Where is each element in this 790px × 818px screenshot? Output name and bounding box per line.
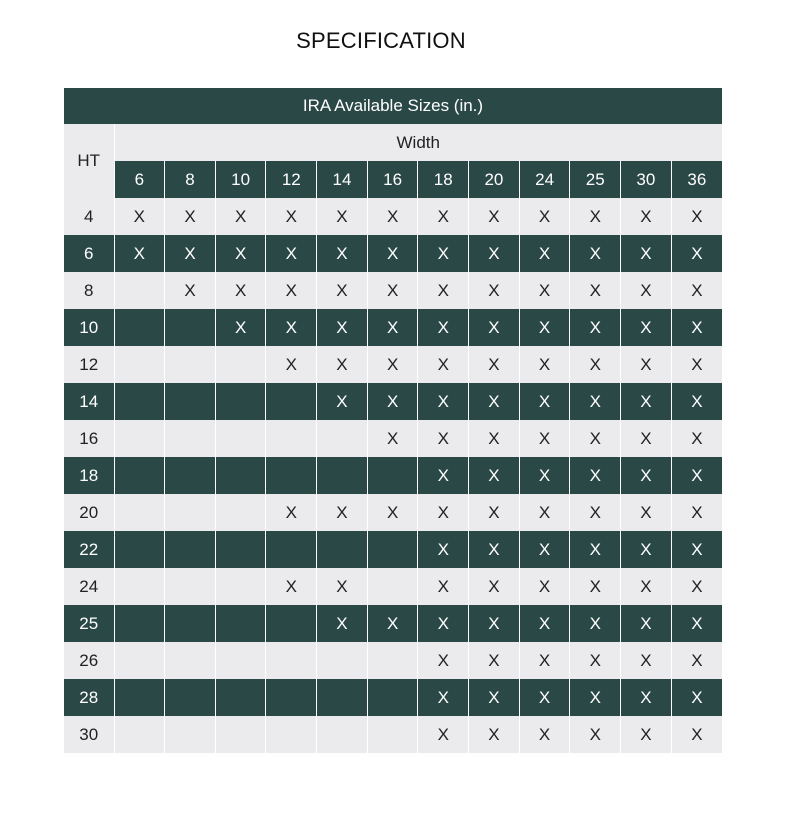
availability-cell: X: [266, 272, 317, 309]
availability-cell: [215, 605, 266, 642]
availability-cell: [367, 716, 418, 753]
availability-cell: [114, 568, 165, 605]
availability-cell: X: [266, 346, 317, 383]
availability-cell: X: [418, 531, 469, 568]
availability-cell: X: [519, 272, 570, 309]
availability-cell: [266, 679, 317, 716]
availability-cell: X: [570, 457, 621, 494]
availability-cell: X: [266, 494, 317, 531]
ht-value-cell: 14: [64, 383, 114, 420]
availability-cell: X: [621, 642, 672, 679]
availability-cell: X: [671, 346, 722, 383]
availability-cell: X: [671, 568, 722, 605]
availability-cell: [367, 531, 418, 568]
availability-cell: [165, 383, 216, 420]
availability-cell: X: [671, 309, 722, 346]
availability-cell: X: [671, 642, 722, 679]
availability-cell: [266, 605, 317, 642]
availability-cell: X: [519, 457, 570, 494]
availability-cell: X: [671, 716, 722, 753]
table-row: [64, 457, 722, 494]
availability-cell: [114, 679, 165, 716]
availability-cell: X: [671, 383, 722, 420]
ht-value-cell: 20: [64, 494, 114, 531]
availability-cell: X: [317, 198, 368, 235]
availability-cell: X: [621, 457, 672, 494]
availability-cell: [114, 346, 165, 383]
ht-value-cell: 25: [64, 605, 114, 642]
availability-cell: X: [317, 272, 368, 309]
availability-cell: X: [317, 309, 368, 346]
availability-cell: [215, 716, 266, 753]
table-row: [64, 420, 722, 457]
availability-cell: X: [570, 605, 621, 642]
availability-cell: X: [418, 457, 469, 494]
availability-cell: X: [621, 198, 672, 235]
availability-cell: [165, 531, 216, 568]
availability-cell: X: [519, 679, 570, 716]
availability-cell: X: [519, 716, 570, 753]
width-header-cell: 36: [671, 161, 722, 198]
availability-cell: X: [114, 198, 165, 235]
availability-cell: [317, 457, 368, 494]
availability-cell: X: [317, 605, 368, 642]
availability-cell: [266, 420, 317, 457]
availability-cell: X: [519, 198, 570, 235]
availability-cell: X: [367, 383, 418, 420]
ht-value-cell: 10: [64, 309, 114, 346]
availability-cell: X: [570, 420, 621, 457]
availability-cell: X: [469, 605, 520, 642]
availability-cell: X: [621, 716, 672, 753]
availability-cell: X: [671, 679, 722, 716]
width-header-cell: 16: [367, 161, 418, 198]
ht-column-header: HT: [64, 124, 114, 198]
availability-cell: X: [317, 383, 368, 420]
availability-cell: X: [570, 568, 621, 605]
availability-cell: X: [317, 346, 368, 383]
availability-cell: [114, 716, 165, 753]
availability-cell: X: [570, 642, 621, 679]
availability-cell: X: [215, 235, 266, 272]
table-row: [64, 346, 722, 383]
availability-cell: X: [266, 198, 317, 235]
ht-value-cell: 8: [64, 272, 114, 309]
availability-cell: X: [621, 346, 672, 383]
table-row: [64, 605, 722, 642]
table-row: [64, 383, 722, 420]
availability-cell: X: [165, 235, 216, 272]
ht-value-cell: 28: [64, 679, 114, 716]
availability-cell: X: [469, 679, 520, 716]
availability-cell: [114, 272, 165, 309]
width-header-row: [64, 161, 722, 198]
width-header-cell: 14: [317, 161, 368, 198]
ht-value-cell: 16: [64, 420, 114, 457]
availability-cell: [317, 679, 368, 716]
ht-value-cell: 22: [64, 531, 114, 568]
availability-cell: X: [519, 383, 570, 420]
availability-cell: [114, 494, 165, 531]
availability-cell: X: [418, 568, 469, 605]
availability-cell: X: [519, 346, 570, 383]
availability-cell: X: [367, 420, 418, 457]
availability-cell: X: [621, 309, 672, 346]
width-header-cell: 8: [165, 161, 216, 198]
availability-cell: X: [671, 494, 722, 531]
availability-cell: [215, 494, 266, 531]
availability-cell: [165, 679, 216, 716]
availability-cell: X: [570, 716, 621, 753]
availability-cell: X: [215, 198, 266, 235]
availability-cell: X: [469, 494, 520, 531]
table-row: [64, 568, 722, 605]
availability-cell: X: [519, 309, 570, 346]
availability-cell: X: [570, 272, 621, 309]
availability-cell: X: [418, 494, 469, 531]
width-header-cell: 10: [215, 161, 266, 198]
availability-cell: [114, 642, 165, 679]
availability-cell: X: [469, 198, 520, 235]
availability-cell: X: [519, 605, 570, 642]
availability-cell: X: [469, 272, 520, 309]
availability-cell: [165, 605, 216, 642]
availability-cell: X: [114, 235, 165, 272]
table-row: [64, 494, 722, 531]
availability-cell: X: [469, 531, 520, 568]
availability-cell: X: [418, 605, 469, 642]
availability-cell: X: [266, 235, 317, 272]
availability-cell: X: [570, 383, 621, 420]
availability-cell: X: [418, 272, 469, 309]
availability-cell: [266, 531, 317, 568]
availability-cell: [165, 494, 216, 531]
availability-cell: X: [671, 235, 722, 272]
availability-cell: X: [367, 346, 418, 383]
availability-cell: X: [519, 235, 570, 272]
table-row: [64, 272, 722, 309]
table-body: [64, 198, 722, 753]
table-row: [64, 679, 722, 716]
availability-cell: X: [621, 235, 672, 272]
ht-value-cell: 30: [64, 716, 114, 753]
availability-cell: [165, 309, 216, 346]
availability-cell: X: [367, 309, 418, 346]
availability-cell: [114, 383, 165, 420]
availability-cell: [215, 346, 266, 383]
availability-cell: X: [317, 568, 368, 605]
availability-cell: [165, 420, 216, 457]
availability-cell: X: [519, 494, 570, 531]
availability-cell: X: [469, 346, 520, 383]
availability-cell: X: [418, 309, 469, 346]
availability-cell: [165, 716, 216, 753]
availability-cell: [367, 568, 418, 605]
availability-cell: [114, 457, 165, 494]
availability-cell: X: [621, 531, 672, 568]
table-row: [64, 642, 722, 679]
availability-cell: [215, 457, 266, 494]
table-row: [64, 531, 722, 568]
width-header-cell: 30: [621, 161, 672, 198]
table-caption: IRA Available Sizes (in.): [64, 88, 722, 124]
availability-cell: X: [367, 272, 418, 309]
availability-cell: X: [621, 605, 672, 642]
availability-cell: X: [215, 309, 266, 346]
availability-cell: X: [418, 198, 469, 235]
ht-value-cell: 24: [64, 568, 114, 605]
availability-cell: [165, 457, 216, 494]
availability-cell: X: [418, 235, 469, 272]
availability-cell: X: [215, 272, 266, 309]
availability-cell: [317, 642, 368, 679]
availability-cell: X: [418, 679, 469, 716]
availability-cell: X: [418, 346, 469, 383]
availability-cell: [215, 568, 266, 605]
width-header-cell: 6: [114, 161, 165, 198]
availability-cell: [317, 420, 368, 457]
availability-cell: X: [519, 531, 570, 568]
width-header-cell: 12: [266, 161, 317, 198]
availability-cell: X: [469, 716, 520, 753]
availability-cell: [165, 642, 216, 679]
availability-cell: X: [469, 309, 520, 346]
availability-cell: X: [367, 605, 418, 642]
availability-cell: X: [671, 605, 722, 642]
width-header-cell: 24: [519, 161, 570, 198]
availability-cell: X: [469, 642, 520, 679]
availability-cell: X: [469, 420, 520, 457]
availability-cell: [215, 531, 266, 568]
availability-cell: X: [519, 642, 570, 679]
availability-cell: X: [570, 494, 621, 531]
availability-cell: [215, 420, 266, 457]
availability-cell: [266, 457, 317, 494]
availability-cell: X: [317, 494, 368, 531]
table-row: [64, 309, 722, 346]
availability-cell: [317, 531, 368, 568]
ht-value-cell: 6: [64, 235, 114, 272]
availability-cell: X: [621, 383, 672, 420]
table-row: [64, 716, 722, 753]
availability-cell: [215, 642, 266, 679]
availability-cell: X: [266, 309, 317, 346]
availability-cell: X: [367, 494, 418, 531]
availability-cell: X: [266, 568, 317, 605]
availability-cell: X: [621, 494, 672, 531]
availability-cell: [114, 531, 165, 568]
availability-cell: X: [671, 198, 722, 235]
availability-cell: X: [671, 531, 722, 568]
availability-cell: X: [621, 420, 672, 457]
availability-cell: [317, 716, 368, 753]
availability-cell: X: [671, 272, 722, 309]
availability-cell: [367, 642, 418, 679]
availability-cell: X: [418, 642, 469, 679]
availability-cell: X: [418, 383, 469, 420]
ht-value-cell: 12: [64, 346, 114, 383]
availability-cell: [165, 568, 216, 605]
availability-cell: [266, 642, 317, 679]
availability-cell: X: [418, 420, 469, 457]
availability-cell: X: [418, 716, 469, 753]
table-row: [64, 235, 722, 272]
ht-value-cell: 4: [64, 198, 114, 235]
availability-cell: [215, 679, 266, 716]
ht-value-cell: 26: [64, 642, 114, 679]
availability-cell: X: [519, 420, 570, 457]
width-header-cell: 25: [570, 161, 621, 198]
ht-value-cell: 18: [64, 457, 114, 494]
availability-cell: [165, 346, 216, 383]
availability-cell: X: [469, 457, 520, 494]
availability-cell: X: [671, 420, 722, 457]
availability-cell: X: [570, 198, 621, 235]
availability-cell: X: [621, 568, 672, 605]
availability-cell: X: [165, 198, 216, 235]
availability-cell: X: [570, 309, 621, 346]
width-group-header: Width: [114, 124, 722, 161]
availability-cell: [215, 383, 266, 420]
availability-cell: X: [621, 272, 672, 309]
availability-cell: [114, 605, 165, 642]
availability-cell: X: [367, 198, 418, 235]
availability-cell: [367, 457, 418, 494]
availability-cell: X: [671, 457, 722, 494]
availability-cell: [114, 309, 165, 346]
availability-cell: [266, 383, 317, 420]
availability-cell: X: [519, 568, 570, 605]
width-header-cell: 20: [469, 161, 520, 198]
availability-cell: [266, 716, 317, 753]
availability-cell: X: [570, 679, 621, 716]
availability-cell: X: [469, 568, 520, 605]
table-row: [64, 198, 722, 235]
availability-cell: X: [570, 346, 621, 383]
size-availability-table: [64, 88, 722, 753]
availability-cell: X: [367, 235, 418, 272]
availability-cell: [114, 420, 165, 457]
availability-cell: X: [570, 531, 621, 568]
availability-cell: X: [469, 383, 520, 420]
availability-cell: X: [165, 272, 216, 309]
availability-cell: [367, 679, 418, 716]
width-header-cell: 18: [418, 161, 469, 198]
availability-cell: X: [621, 679, 672, 716]
availability-cell: X: [570, 235, 621, 272]
availability-cell: X: [469, 235, 520, 272]
availability-cell: X: [317, 235, 368, 272]
page-title: SPECIFICATION: [296, 28, 466, 53]
